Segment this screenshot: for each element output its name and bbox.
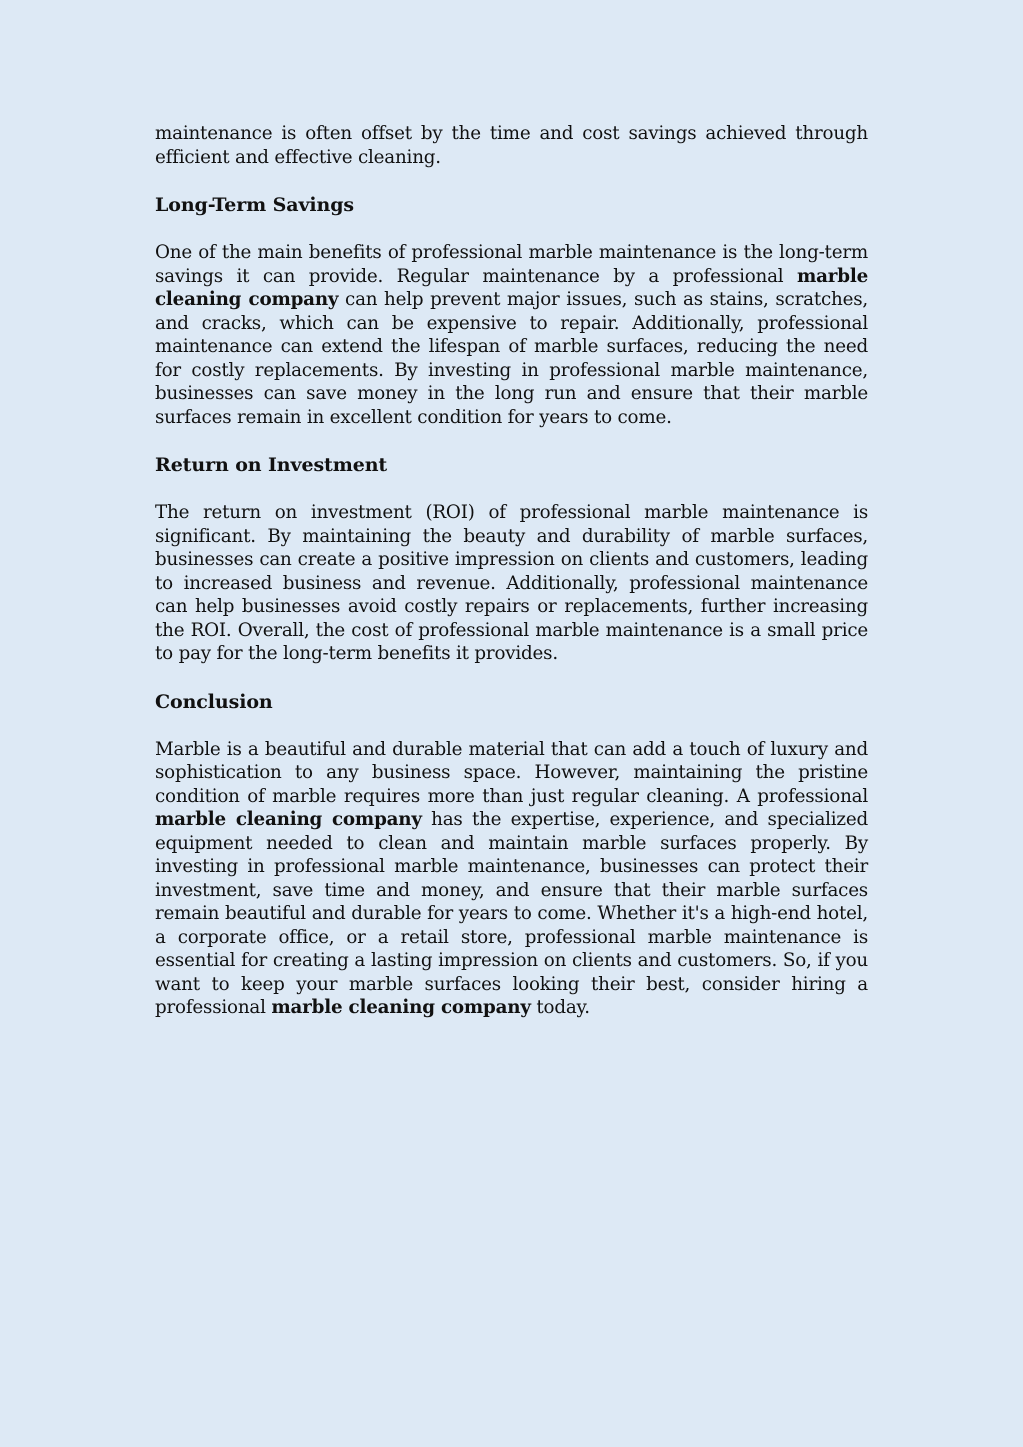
text-run: today. [530,997,590,1018]
text-run: Marble is a beautiful and durable material that can add a touch of luxury and sophistication to any business space. However, maintaining the pristine condition of marble requires more than just regular cleaning. A professional [155,738,868,807]
text-run: One of the main benefits of professional marble maintenance is the long-term savings it can provide. Regular maintenance by a professional [155,242,868,287]
text-run: can help prevent major issues, such as stains, scratches, and cracks, which can be expensive to repair. Additionally, professional maintenance can extend the lifespan of marble surfaces, reducing the need for costly replacements. By investing in professional marble maintenance, businesses can save money in the long run and ensure that their marble surfaces remain in excellent condition for years to come. [155,289,868,428]
section-heading-long-term-savings: Long-Term Savings [155,194,355,216]
section-heading-return-on-investment: Return on Investment [155,454,388,476]
section-paragraph-conclusion [155,738,868,1020]
section-paragraph-long-term-savings [155,241,868,429]
intro-paragraph: maintenance is often offset by the time and cost savings achieved through efficient and effective cleaning. [155,123,868,168]
text-run: has the expertise, experience, and specialized equipment needed to clean and maintain marble surfaces properly. By investing in professional marble maintenance, businesses can protect their investment, save time and money, and ensure that their marble surfaces remain beautiful and durable for years to come. Whether it's a high-end hotel, a corporate office, or a retail store, professional marble maintenance is essential for creating a lasting impression on clients and customers. So, if you want to keep your marble surfaces looking their best, consider hiring a professional [155,809,868,1018]
bold-keyword-link: marble cleaning company [155,809,422,830]
text-run: The return on investment (ROI) of professional marble maintenance is significant. By maintaining the beauty and durability of marble surfaces, businesses can create a positive impression on clients and customers, leading to increased business and revenue. Additionally, professional maintenance can help businesses avoid costly repairs or replacements, further increasing the ROI. Overall, the cost of professional marble maintenance is a small price to pay for the long-term benefits it provides. [155,502,868,664]
document-page [155,122,868,1044]
bold-keyword-link: marble cleaning company [271,997,531,1018]
section-paragraph-return-on-investment [155,501,868,666]
bold-keyword-link: marble cleaning company [155,265,868,310]
section-heading-conclusion: Conclusion [155,690,273,713]
